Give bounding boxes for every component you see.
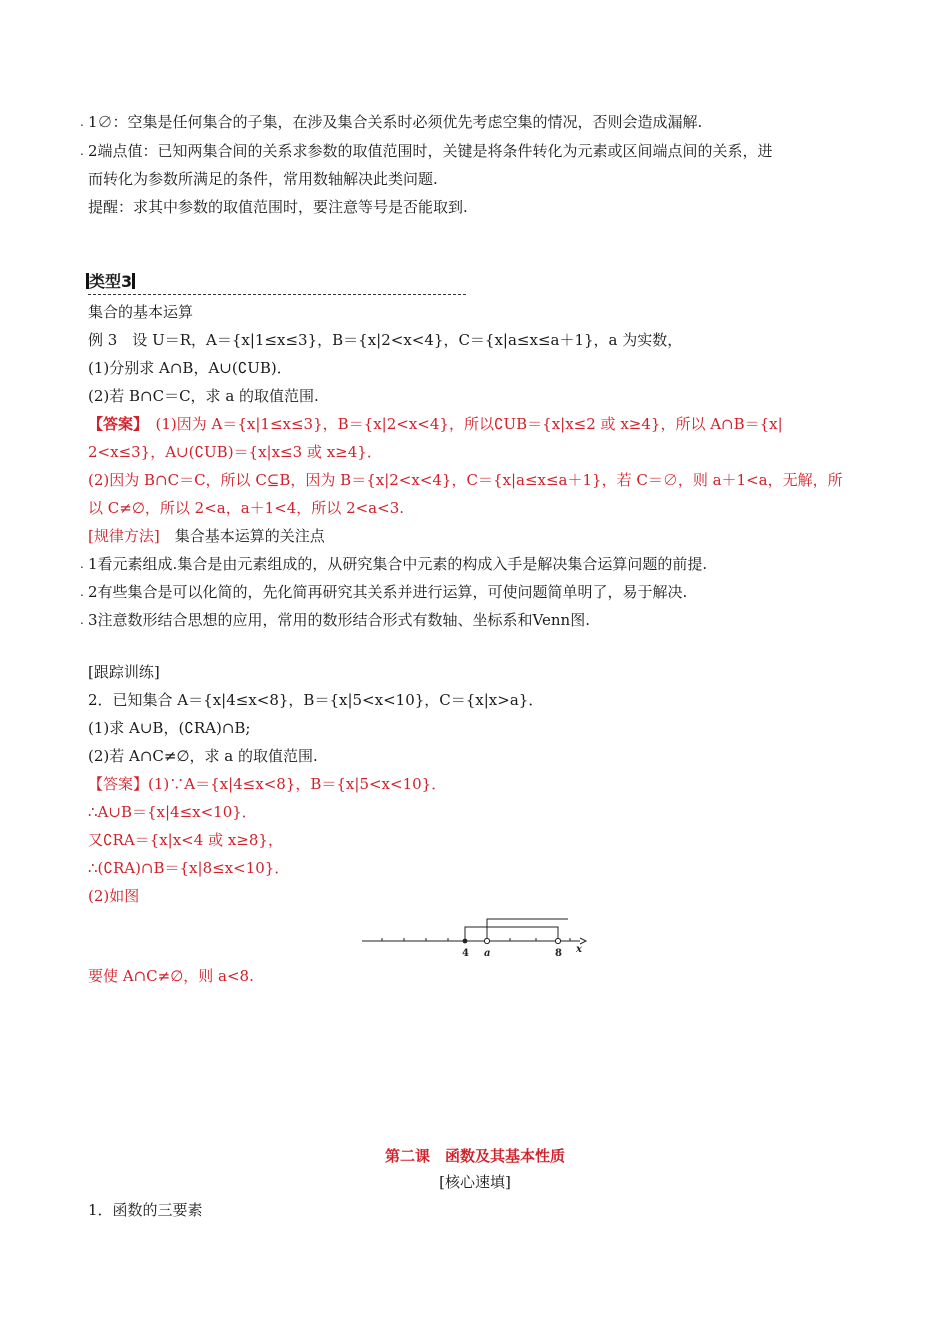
method-item-2 [88, 582, 687, 602]
label-a: a [484, 948, 491, 959]
practice-label: [跟踪训练] [88, 663, 160, 681]
list-number: . [80, 557, 84, 571]
list-number: . [80, 585, 84, 599]
method-item-3 [88, 610, 590, 630]
method-heading [88, 526, 325, 546]
method-number: 3 [88, 611, 98, 629]
note-number: 2 [88, 142, 98, 160]
practice-conclusion: 要使 A∩C≠∅，则 a<8. [88, 967, 254, 985]
method-text: 有些集合是可以化简的，先化简再研究其关系并进行运算，可使问题简单明了，易于解决. [97, 583, 688, 601]
method-text: 看元素组成.集合是由元素组成的，从研究集合中元素的构成入手是解决集合运算问题的前提. [97, 555, 708, 573]
answer-label: 【答案】 [88, 415, 141, 433]
method-item-1 [88, 554, 707, 574]
list-number: . [80, 613, 84, 627]
method-number: 1 [88, 555, 98, 573]
topic-title: 集合的基本运算 [88, 303, 194, 321]
heading-text: 类型3 [89, 272, 133, 291]
open-endpoint-8 [555, 938, 560, 943]
practice-answer-4: ∴(∁RA)∩B＝{x|8≤x<10}． [88, 859, 290, 877]
practice-question: 2．已知集合 A＝{x|4≤x<8}，B＝{x|5<x<10}，C＝{x|x>a}． [88, 691, 544, 709]
practice-answer-5: (2)如图 [88, 887, 140, 905]
number-line-figure [360, 912, 592, 960]
answer-text: (1)因为 A＝{x|1≤x≤3}，B＝{x|2<x<4}，所以∁UB＝{x|x≤2 或 x≥4}，所以 A∩B＝{x| [140, 415, 783, 433]
note-item-2 [88, 141, 773, 161]
answer-line-2: 2<x≤3}，A∪(∁UB)＝{x|x≤3 或 x≥4}． [88, 443, 382, 461]
practice-answer-2: ∴A∪B＝{x|4≤x<10}． [88, 803, 257, 821]
closed-endpoint-4 [463, 939, 468, 944]
example-statement: 例 3 设 U＝R，A＝{x|1≤x≤3}，B＝{x|2<x<4}，C＝{x|a≤x≤a＋1}，a 为实数， [88, 331, 683, 349]
answer-line-3: (2)因为 B∩C＝C，所以 C⊆B，因为 B＝{x|2<x<4}，C＝{x|a≤x≤a＋1}，若 C＝∅，则 a＋1<a，无解，所 [88, 471, 843, 489]
example-q2: (2)若 B∩C＝C，求 a 的取值范围. [88, 387, 319, 405]
method-text: 注意数形结合思想的应用，常用的数形结合形式有数轴、坐标系和Venn图. [97, 611, 590, 629]
example-q1: (1)分别求 A∩B，A∪(∁UB)． [88, 359, 292, 377]
answer-line-1 [88, 414, 783, 434]
note-text: ∅：空集是任何集合的子集，在涉及集合关系时必须优先考虑空集的情况，否则会造成漏解. [97, 113, 703, 131]
method-number: 2 [88, 583, 98, 601]
method-title: 集合基本运算的关注点 [159, 527, 325, 545]
note-text: 端点值：已知两集合间的关系求参数的取值范围时，关键是将条件转化为元素或区间端点间的关系，进 [97, 142, 773, 160]
practice-q1: (1)求 A∪B，(∁RA)∩B; [88, 719, 251, 737]
list-number: . [80, 115, 84, 129]
practice-answer-3: 又∁RA＝{x|x<4 或 x≥8}， [88, 831, 283, 849]
lesson-item-1: 1．函数的三要素 [88, 1201, 203, 1219]
note-item-2-cont: 而转化为参数所满足的条件，常用数轴解决此类问题. [88, 170, 438, 188]
set-a-bracket [465, 927, 558, 941]
label-8: 8 [555, 948, 562, 959]
open-endpoint-a [484, 938, 489, 943]
tip-text: 提醒：求其中参数的取值范围时，要注意等号是否能取到. [88, 198, 468, 216]
note-item-1 [88, 112, 702, 132]
label-4: 4 [462, 948, 469, 959]
practice-q2: (2)若 A∩C≠∅，求 a 的取值范围. [88, 747, 318, 765]
note-number: 1 [88, 113, 98, 131]
set-c-bracket [487, 919, 568, 941]
list-number: . [80, 144, 84, 158]
lesson-title: 第二课 函数及其基本性质 [384, 1147, 565, 1165]
practice-answer-1: 【答案】(1)∵A＝{x|4≤x<8}，B＝{x|5<x<10}． [88, 775, 447, 793]
dashed-divider [88, 294, 466, 295]
answer-line-4: 以 C≠∅，所以 2<a，a＋1<4，所以 2<a<3. [88, 499, 405, 517]
label-x: x [576, 944, 582, 955]
lesson-subtitle: [核心速填] [439, 1173, 511, 1191]
method-label: [规律方法] [88, 527, 160, 545]
heading-bar [132, 273, 135, 289]
type-heading [86, 272, 135, 292]
